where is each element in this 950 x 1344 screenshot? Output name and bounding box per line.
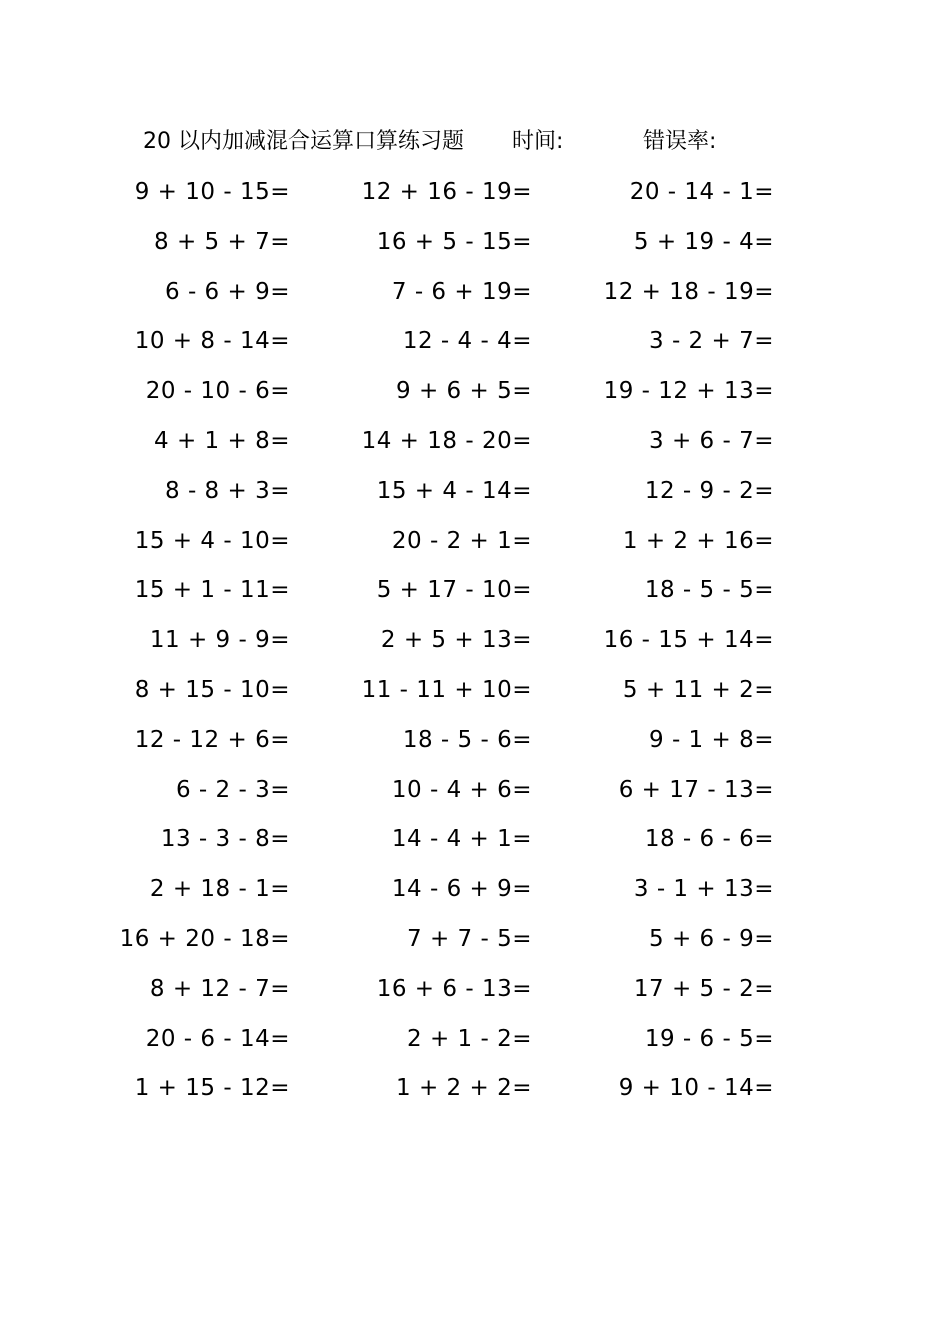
problem: 15 + 1 - 11= — [134, 577, 290, 604]
problem-row — [0, 1068, 950, 1118]
problem: 2 + 18 - 1= — [149, 876, 290, 903]
problem: 8 - 8 + 3= — [165, 477, 290, 504]
problem: 2 + 5 + 13= — [380, 627, 532, 654]
problem: 19 - 12 + 13= — [603, 378, 774, 405]
problem-row — [0, 521, 950, 571]
problem: 3 - 1 + 13= — [633, 876, 774, 903]
problem: 20 - 10 - 6= — [145, 378, 290, 405]
problem-row — [0, 421, 950, 471]
problem: 18 - 5 - 5= — [644, 577, 774, 604]
problem: 8 + 5 + 7= — [154, 228, 290, 255]
problem-row — [0, 969, 950, 1019]
problem: 18 - 6 - 6= — [644, 826, 774, 853]
problem: 12 - 9 - 2= — [644, 477, 774, 504]
problem: 7 - 6 + 19= — [391, 278, 532, 305]
problem: 12 - 12 + 6= — [134, 726, 290, 753]
problem: 2 + 1 - 2= — [407, 1025, 532, 1052]
problem: 11 + 9 - 9= — [149, 627, 290, 654]
time-label: 时间: — [512, 129, 564, 154]
problem: 6 - 6 + 9= — [165, 278, 290, 305]
problem-row — [0, 321, 950, 371]
error-rate-label: 错误率: — [643, 129, 717, 154]
problem-row — [0, 172, 950, 222]
problem: 5 + 19 - 4= — [633, 228, 774, 255]
problem: 5 + 6 - 9= — [649, 925, 774, 952]
problem-row — [0, 819, 950, 869]
problem: 12 + 18 - 19= — [603, 278, 774, 305]
problem-row — [0, 770, 950, 820]
problem: 3 + 6 - 7= — [649, 427, 774, 454]
problem: 20 - 6 - 14= — [145, 1025, 290, 1052]
problem: 14 - 6 + 9= — [391, 876, 532, 903]
problem: 19 - 6 - 5= — [644, 1025, 774, 1052]
worksheet-title: 20 以内加减混合运算口算练习题 — [143, 129, 464, 154]
problem: 9 - 1 + 8= — [649, 726, 774, 753]
problem: 18 - 5 - 6= — [402, 726, 532, 753]
problem-row — [0, 371, 950, 421]
problem: 20 - 2 + 1= — [391, 527, 532, 554]
problem: 17 + 5 - 2= — [633, 975, 774, 1002]
problem: 1 + 2 + 2= — [396, 1075, 532, 1102]
problem: 8 + 12 - 7= — [149, 975, 290, 1002]
problem-row — [0, 471, 950, 521]
problem: 10 + 8 - 14= — [134, 328, 290, 355]
problem-row — [0, 570, 950, 620]
problem-row — [0, 720, 950, 770]
problem: 9 + 10 - 14= — [618, 1075, 774, 1102]
problem-row — [0, 620, 950, 670]
problem: 8 + 15 - 10= — [134, 676, 290, 703]
problem: 16 - 15 + 14= — [603, 627, 774, 654]
problem-grid — [0, 172, 950, 1118]
problem: 9 + 10 - 15= — [134, 179, 290, 205]
problem: 14 + 18 - 20= — [361, 427, 532, 454]
problem: 12 - 4 - 4= — [402, 328, 532, 355]
problem: 12 + 16 - 19= — [361, 179, 532, 205]
problem-row — [0, 222, 950, 272]
problem-row — [0, 869, 950, 919]
problem-row — [0, 919, 950, 969]
problem: 13 - 3 - 8= — [160, 826, 290, 853]
problem-row — [0, 670, 950, 720]
problem: 15 + 4 - 10= — [134, 527, 290, 554]
problem: 15 + 4 - 14= — [376, 477, 532, 504]
problem: 14 - 4 + 1= — [391, 826, 532, 853]
problem: 5 + 11 + 2= — [622, 676, 774, 703]
problem: 20 - 14 - 1= — [629, 179, 774, 205]
problem: 16 + 5 - 15= — [376, 228, 532, 255]
problem: 6 + 17 - 13= — [618, 776, 774, 803]
problem: 9 + 6 + 5= — [396, 378, 532, 405]
problem: 6 - 2 - 3= — [175, 776, 290, 803]
problem: 16 + 6 - 13= — [376, 975, 532, 1002]
problem: 4 + 1 + 8= — [154, 427, 290, 454]
problem: 16 + 20 - 18= — [119, 925, 290, 952]
problem: 7 + 7 - 5= — [407, 925, 532, 952]
problem: 1 + 2 + 16= — [622, 527, 774, 554]
problem-row — [0, 272, 950, 322]
problem: 11 - 11 + 10= — [361, 676, 532, 703]
problem: 5 + 17 - 10= — [376, 577, 532, 604]
problem: 1 + 15 - 12= — [134, 1075, 290, 1102]
problem: 3 - 2 + 7= — [649, 328, 774, 355]
problem-row — [0, 1019, 950, 1069]
problem: 10 - 4 + 6= — [391, 776, 532, 803]
